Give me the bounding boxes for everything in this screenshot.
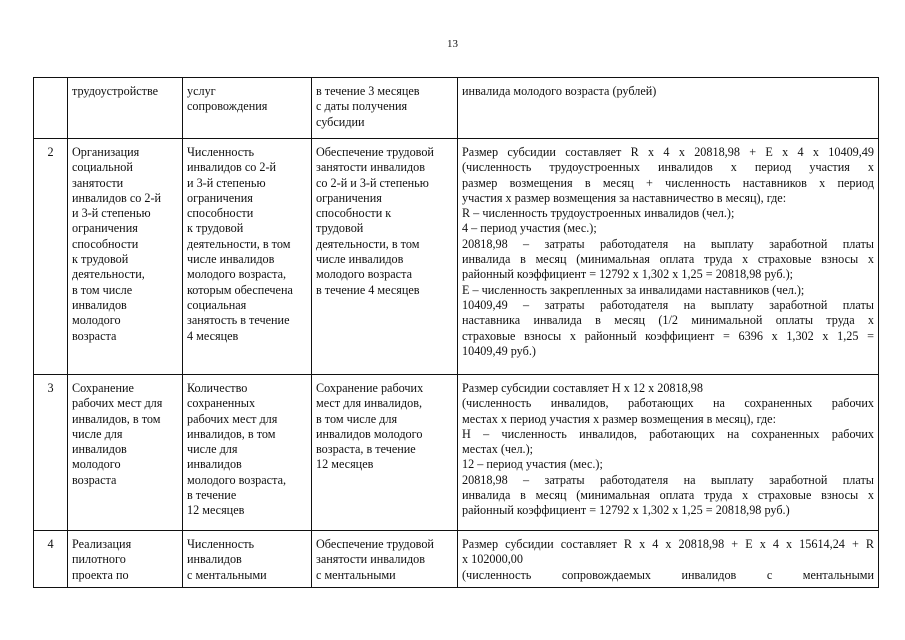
indicator-cell-line: и 3-й степенью [187, 175, 266, 190]
table-row [34, 375, 879, 531]
event-cell-line: числе для [72, 426, 123, 441]
indicator-cell-line: деятельности, в том [187, 236, 291, 251]
indicator-cell-line: способности [187, 206, 254, 221]
result-cell-line: Сохранение рабочих [316, 381, 424, 395]
event-cell [68, 531, 183, 588]
row-number-cell: 3 [34, 375, 68, 531]
table-row [34, 78, 879, 139]
indicator-cell-line: 12 месяцев [187, 503, 245, 518]
indicator-cell-line: занятость в течение [187, 313, 290, 328]
event-cell-line: Реализация [72, 537, 132, 551]
result-cell [312, 375, 458, 531]
page-number: 13 [447, 38, 458, 50]
event-cell-line: инвалидов со 2-й [72, 190, 162, 205]
event-cell-line: Организация [72, 145, 140, 159]
formula-line: районный коэффициент = 12792 х 1,302 х 1,25 = 20818,98 руб.) [462, 503, 790, 518]
indicator-cell [183, 78, 312, 139]
indicator-cell-line: сопровождения [187, 99, 268, 114]
result-cell [312, 531, 458, 588]
event-cell [68, 139, 183, 375]
formula-line: Размер субсидии составляет R х 4 х 20818,98 + E х 4 х 15614,24 + R [462, 537, 874, 551]
event-cell-line: рабочих мест для [72, 396, 163, 411]
formula-line: инвалида молодого возраста (рублей) [462, 84, 657, 98]
result-cell-line: в том числе для [316, 411, 398, 426]
formula-line: инвалида в месяц (минимальная оплата труда х страховые взносы х [462, 488, 874, 503]
result-cell-line: в течение 3 месяцев [316, 84, 420, 98]
formula-line: страховые взносы х районный коэффициент = 6396 х 1,302 х 1,25 = [462, 328, 874, 343]
result-cell [312, 78, 458, 139]
indicator-cell-line: числе инвалидов [187, 252, 275, 267]
result-cell-line: Обеспечение трудовой [316, 537, 434, 551]
indicator-cell-line: рабочих мест для [187, 411, 278, 426]
event-cell-line: к трудовой [72, 252, 129, 267]
event-cell-line: Сохранение [72, 381, 134, 395]
event-cell-line: социальной [72, 160, 133, 175]
indicator-cell [183, 531, 312, 588]
formula-line: 20818,98 – затраты работодателя на выплату заработной платы [462, 236, 874, 251]
indicator-cell-line: молодого возраста, [187, 267, 287, 282]
indicator-cell-line: инвалидов, в том [187, 426, 276, 441]
indicator-cell-line: которым обеспечена [187, 282, 293, 297]
subsidy-table [33, 77, 879, 588]
formula-line: 20818,98 – затраты работодателя на выплату заработной платы [462, 472, 874, 487]
result-cell-line: с ментальными [316, 567, 396, 582]
result-cell-line: субсидии [316, 114, 365, 129]
formula-line: 4 – период участия (мес.); [462, 221, 597, 236]
indicator-cell-line: инвалидов [187, 457, 242, 472]
formula-line: E – численность закрепленных за инвалидами наставников (чел.); [462, 282, 805, 297]
formula-line: 10409,49 руб.) [462, 343, 536, 358]
formula-line: местах (чел.); [462, 442, 534, 457]
formula-line: местах х период участия х размер возмещения в месяц), где: [462, 411, 776, 426]
indicator-cell-line: Численность [187, 537, 255, 551]
indicator-cell-line: ограничения [187, 190, 253, 205]
formula-line: (численность инвалидов, работающих на сохраненных рабочих [462, 396, 874, 411]
event-cell [68, 78, 183, 139]
formula-line: (численность трудоустроенных инвалидов х период участия х [462, 160, 874, 175]
result-cell [312, 139, 458, 375]
result-cell-line: ограничения [316, 190, 382, 205]
event-cell-line: деятельности, [72, 267, 145, 282]
indicator-cell [183, 139, 312, 375]
event-cell-line: молодого [72, 313, 121, 328]
result-cell-line: способности к [316, 206, 392, 221]
formula-line: инвалида в месяц (минимальная оплата труда х страховые взносы х [462, 252, 874, 267]
formula-line: R – численность трудоустроенных инвалидов (чел.); [462, 206, 735, 221]
indicator-cell-line: инвалидов со 2-й [187, 160, 277, 175]
formula-line: размер возмещения в месяц + численность наставников х период [462, 175, 874, 190]
formula-line: 12 – период участия (мес.); [462, 457, 603, 472]
indicator-cell-line: к трудовой [187, 221, 244, 236]
result-cell-line: возраста, в течение [316, 442, 416, 457]
result-cell-line: молодого возраста [316, 267, 412, 282]
indicator-cell-line: инвалидов [187, 552, 242, 567]
formula-cell [458, 139, 879, 375]
indicator-cell-line: молодого возраста, [187, 472, 287, 487]
event-cell-line: инвалидов [72, 442, 127, 457]
formula-line: районный коэффициент = 12792 х 1,302 х 1,25 = 20818,98 руб.); [462, 267, 794, 282]
result-cell-line: занятости инвалидов [316, 160, 426, 175]
result-cell-line: Обеспечение трудовой [316, 145, 434, 159]
indicator-cell-line: услуг [187, 84, 216, 98]
indicator-cell [183, 375, 312, 531]
event-cell-line: инвалидов, в том [72, 411, 161, 426]
event-cell-line: возраста [72, 472, 117, 487]
row-number-cell: 2 [34, 139, 68, 375]
event-cell-line: занятости [72, 175, 124, 190]
result-cell-line: с даты получения [316, 99, 408, 114]
result-cell-line: занятости инвалидов [316, 552, 426, 567]
indicator-cell-line: 4 месяцев [187, 328, 239, 343]
result-cell-line: мест для инвалидов, [316, 396, 422, 411]
event-cell-line: ограничения [72, 221, 138, 236]
result-cell-line: со 2-й и 3-й степенью [316, 175, 429, 190]
event-cell-line: возраста [72, 328, 117, 343]
result-cell-line: деятельности, в том [316, 236, 420, 251]
indicator-cell-line: сохраненных [187, 396, 256, 411]
formula-line: (численность сопровождаемых инвалидов с ментальными [462, 567, 874, 582]
indicator-cell-line: социальная [187, 297, 247, 312]
table-row [34, 139, 879, 375]
formula-line: Размер субсидии составляет H х 12 х 20818,98 [462, 381, 703, 395]
event-cell-line: пилотного [72, 552, 126, 567]
formula-cell [458, 78, 879, 139]
indicator-cell-line: числе для [187, 442, 238, 457]
indicator-cell-line: Количество [187, 381, 248, 395]
event-cell-line: и 3-й степенью [72, 206, 151, 221]
result-cell-line: 12 месяцев [316, 457, 374, 472]
indicator-cell-line: Численность [187, 145, 255, 159]
event-cell-line: в том числе [72, 282, 133, 297]
formula-line: х 102000,00 [462, 552, 523, 567]
table-row [34, 531, 879, 588]
event-cell-line: способности [72, 236, 139, 251]
result-cell-line: в течение 4 месяцев [316, 282, 420, 297]
formula-line: наставника инвалида в месяц (1/2 минимальной оплаты труда х [462, 313, 874, 328]
formula-line: Размер субсидии составляет R х 4 х 20818,98 + E х 4 х 10409,49 [462, 145, 874, 159]
formula-line: 10409,49 – затраты работодателя на выплату заработной платы [462, 297, 874, 312]
indicator-cell-line: в течение [187, 488, 237, 503]
formula-cell [458, 375, 879, 531]
result-cell-line: числе инвалидов [316, 252, 404, 267]
event-cell-line: проекта по [72, 567, 129, 582]
formula-cell [458, 531, 879, 588]
formula-line: участия х размер возмещения за наставничество в месяц), где: [462, 190, 787, 205]
row-number-cell: 4 [34, 531, 68, 588]
result-cell-line: трудовой [316, 221, 364, 236]
event-cell-line: трудоустройстве [72, 84, 159, 98]
event-cell [68, 375, 183, 531]
indicator-cell-line: с ментальными [187, 567, 267, 582]
event-cell-line: инвалидов [72, 297, 127, 312]
formula-line: H – численность инвалидов, работающих на сохраненных рабочих [462, 426, 874, 441]
event-cell-line: молодого [72, 457, 121, 472]
row-number-cell [34, 78, 68, 139]
result-cell-line: инвалидов молодого [316, 426, 423, 441]
